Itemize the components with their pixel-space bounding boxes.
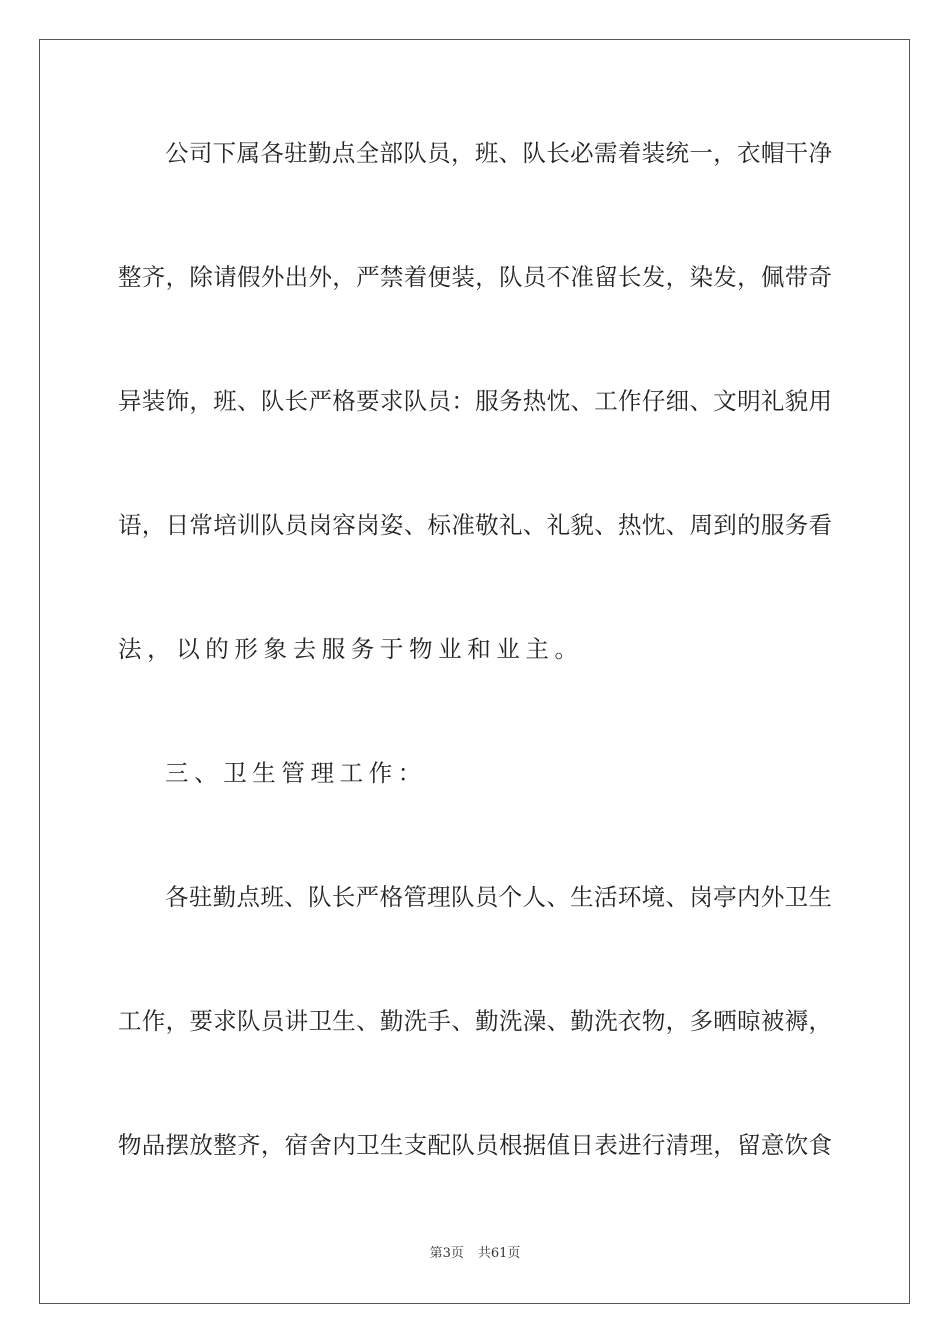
- paragraph-line: 物品摆放整齐，宿舍内卫生支配队员根据值日表进行清理，留意饮食: [118, 1131, 832, 1159]
- page-total: 共61页: [477, 1246, 521, 1261]
- paragraph-line: 各驻勤点班、队长严格管理队员个人、生活环境、岗亭内外卫生: [165, 883, 832, 911]
- section-heading: 三、卫生管理工作：: [165, 759, 427, 787]
- page-number: 第3页: [429, 1246, 464, 1261]
- page-footer: [0, 1245, 950, 1263]
- page-border: [39, 39, 910, 1304]
- paragraph-line: 语，日常培训队员岗容岗姿、标准敬礼、礼貌、热忱、周到的服务看: [118, 511, 832, 539]
- paragraph-line: 异装饰，班、队长严格要求队员：服务热忱、工作仔细、文明礼貌用: [118, 387, 832, 415]
- paragraph-line: 法，以的形象去服务于物业和业主。: [118, 635, 584, 663]
- paragraph-line: 公司下属各驻勤点全部队员，班、队长必需着装统一，衣帽干净: [165, 139, 832, 167]
- paragraph-line: 整齐，除请假外出外，严禁着便装，队员不准留长发，染发，佩带奇: [118, 263, 832, 291]
- paragraph-line: 工作，要求队员讲卫生、勤洗手、勤洗澡、勤洗衣物，多晒晾被褥，: [118, 1007, 832, 1035]
